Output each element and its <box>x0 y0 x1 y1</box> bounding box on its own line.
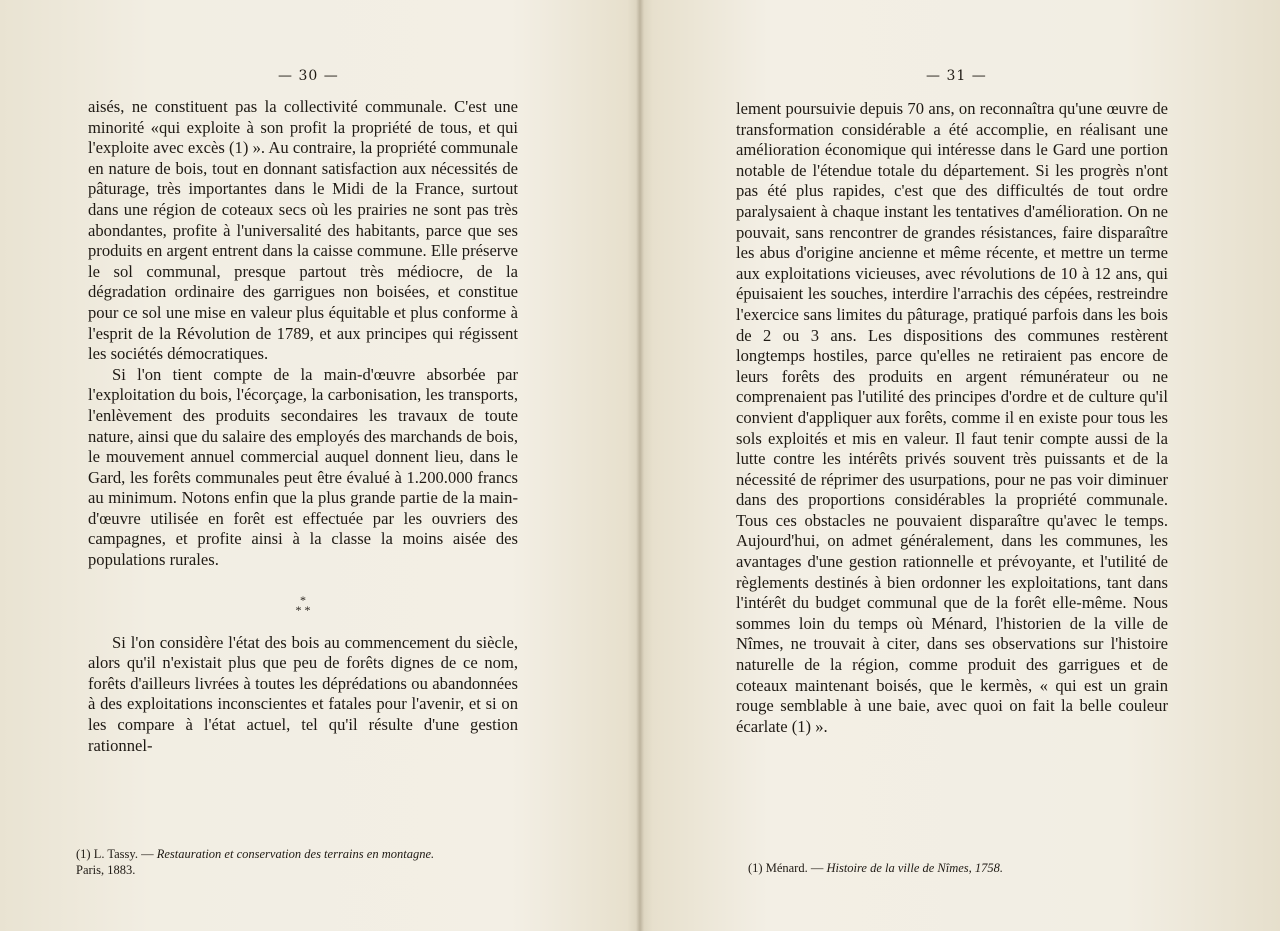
paragraph: Si l'on considère l'état des bois au commencement du siècle, alors qu'il n'existait plus que peu de forêts dignes de ce nom, forêts d'ailleurs livrées à toutes les déprédations ou abandonnées à des exploitations inconscientes et fatales pour l'avenir, et si on les compare à l'état actuel, tel qu'il résulte d'une gestion rationnel- <box>88 632 518 755</box>
separator-stars-bottom: * * <box>295 602 311 617</box>
page-number: — 30 — <box>278 68 339 84</box>
paragraph: lement poursuivie depuis 70 ans, on reconnaîtra qu'une œuvre de transformation considérable a été accomplie, en réalisant une amélioration économique qui intéresse dans le Gard une portion notable de l'étendue totale du département. Si les progrès n'ont pas été plus rapides, c'est que des difficultés de tout ordre paralysaient à chaque instant les tentatives d'amélioration. On ne pouvait, sans rencontrer de grandes résistances, faire disparaître les abus d'origine ancienne et même récente, et mettre un terme aux exploitations vicieuses, avec révolutions de 10 à 12 ans, qui épuisaient les souches, interdire l'arrachis des cépées, restreindre l'exercice sans limites du pâturage, pratiqué parfois dans les bois de 2 ou 3 ans. Les dispositions des communes restèrent longtemps hostiles, parce qu'elles ne retiraient pas encore de leurs forêts des produits en argent rémunérateur ou ne comprenaient pas l'utilité des principes d'ordre et de culture qu'il convient d'appliquer aux forêts, comme il en existe pour tous les sols exploités et mis en valeur. Il faut tenir compte aussi de la lutte contre les intérêts privés souvent très puissants et de la nécessité de réprimer des usurpations, pour ne pas voir diminuer dans des proportions considérables la propriété communale. Tous ces obstacles ne pouvaient disparaître qu'avec le temps. Aujourd'hui, on admet généralement, dans les communes, les avantages d'une gestion rationnelle et prévoyante, et l'utilité de règlements destinés à bien ordonner les exploitations, tant dans l'intérêt du budget communal que de la forêt elle-même. Nous sommes loin du temps où Ménard, l'historien de la ville de Nîmes, ne trouvait à citer, dans ses observations sur l'histoire naturelle de la région, comme produit des garrigues et de coteaux maintenant boisés, que le kermès, « qui est un grain rouge semblable à une baie, avec quoi on fait la belle couleur écarlate (1) ». <box>736 99 1168 736</box>
footnote-suffix: Paris, 1883. <box>76 863 136 877</box>
footnote <box>748 860 1178 876</box>
paragraph: aisés, ne constituent pas la collectivité communale. C'est une minorité «qui exploite à son profit la propriété de tous, et qui l'exploite avec excès (1) ». Au contraire, la propriété communale en nature de bois, tout en donnant satisfaction aux nécessités de pâturage, très importantes dans le Midi de la France, surtout dans une région de coteaux secs où les prairies ne sont pas très abondantes, profite à l'universalité des habitants, parce que ses produits en argent entrent dans la caisse commune. Elle préserve le sol communal, presque partout très médiocre, de la dégradation ordinaire des garrigues non boisées, et constitue pour ce sol une mise en valeur plus équitable et plus conforme à l'esprit de la Révolution de 1789, et aux principes qui régissent les sociétés démocratiques. <box>88 97 518 364</box>
footnote-title: Restauration et conservation des terrains en montagne. <box>156 847 435 861</box>
separator-star-top: * <box>300 592 306 607</box>
paragraph: Si l'on tient compte de la main-d'œuvre absorbée par l'exploitation du bois, l'écorçage, la carbonisation, les transports, l'enlèvement des produits secondaires les travaux de toute nature, ainsi que du salaire des employés des marchands de bois, le mouvement annuel commercial auquel donnent lieu, dans le Gard, les forêts communales peut être évalué à 1.200.000 francs au minimum. Notons enfin que la plus grande partie de la main-d'œuvre utilisée en forêt est effectuée par les ouvriers des campagnes, et profite ainsi à la classe la moins aisée des populations rurales. <box>88 364 518 570</box>
page-number: — 31 — <box>926 68 987 84</box>
footnote-title: Histoire de la ville de Nîmes, 1758. <box>826 861 1004 875</box>
page-body <box>88 97 518 756</box>
footnote-prefix: (1) L. Tassy. — <box>76 847 154 861</box>
right-page <box>644 0 1280 931</box>
left-page <box>0 0 636 931</box>
section-separator <box>88 592 518 617</box>
footnote <box>76 846 516 878</box>
book-gutter <box>636 0 644 931</box>
footnote-prefix: (1) Ménard. — <box>748 861 824 875</box>
page-body <box>736 99 1168 737</box>
